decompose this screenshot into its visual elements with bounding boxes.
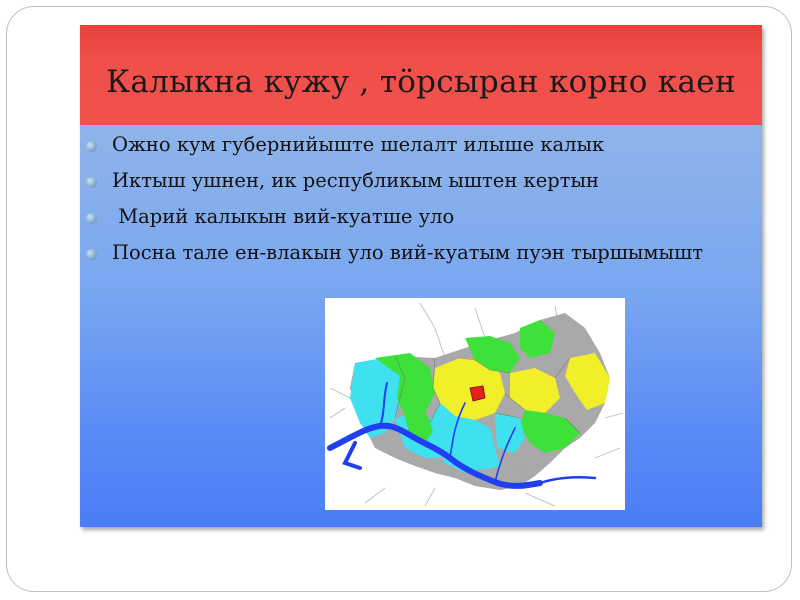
bullet-icon (86, 249, 97, 260)
bullet-icon (86, 213, 97, 224)
bullet-icon (86, 177, 97, 188)
bullet-icon (86, 141, 97, 152)
bullet-text: Ожно кум губернийыште шелалт илыше калык (112, 133, 605, 156)
bullet-item (80, 131, 740, 159)
bullet-text: Посна тале ен-влакын уло вий-куатым пуэн тыршымышт (112, 241, 703, 264)
bullet-text: Марий калыкын вий-куатше уло (112, 205, 455, 228)
bullet-list (80, 131, 740, 275)
bullet-item (80, 239, 740, 267)
title-bar (80, 25, 762, 125)
bullet-item (80, 167, 740, 195)
slide-title: Калыкна кужу , тӧрсыран корно каен (106, 64, 736, 100)
region-map-icon (325, 298, 625, 510)
bullet-item (80, 203, 740, 231)
bullet-text: Иктыш ушнен, ик республикым ыштен кертын (112, 169, 600, 192)
